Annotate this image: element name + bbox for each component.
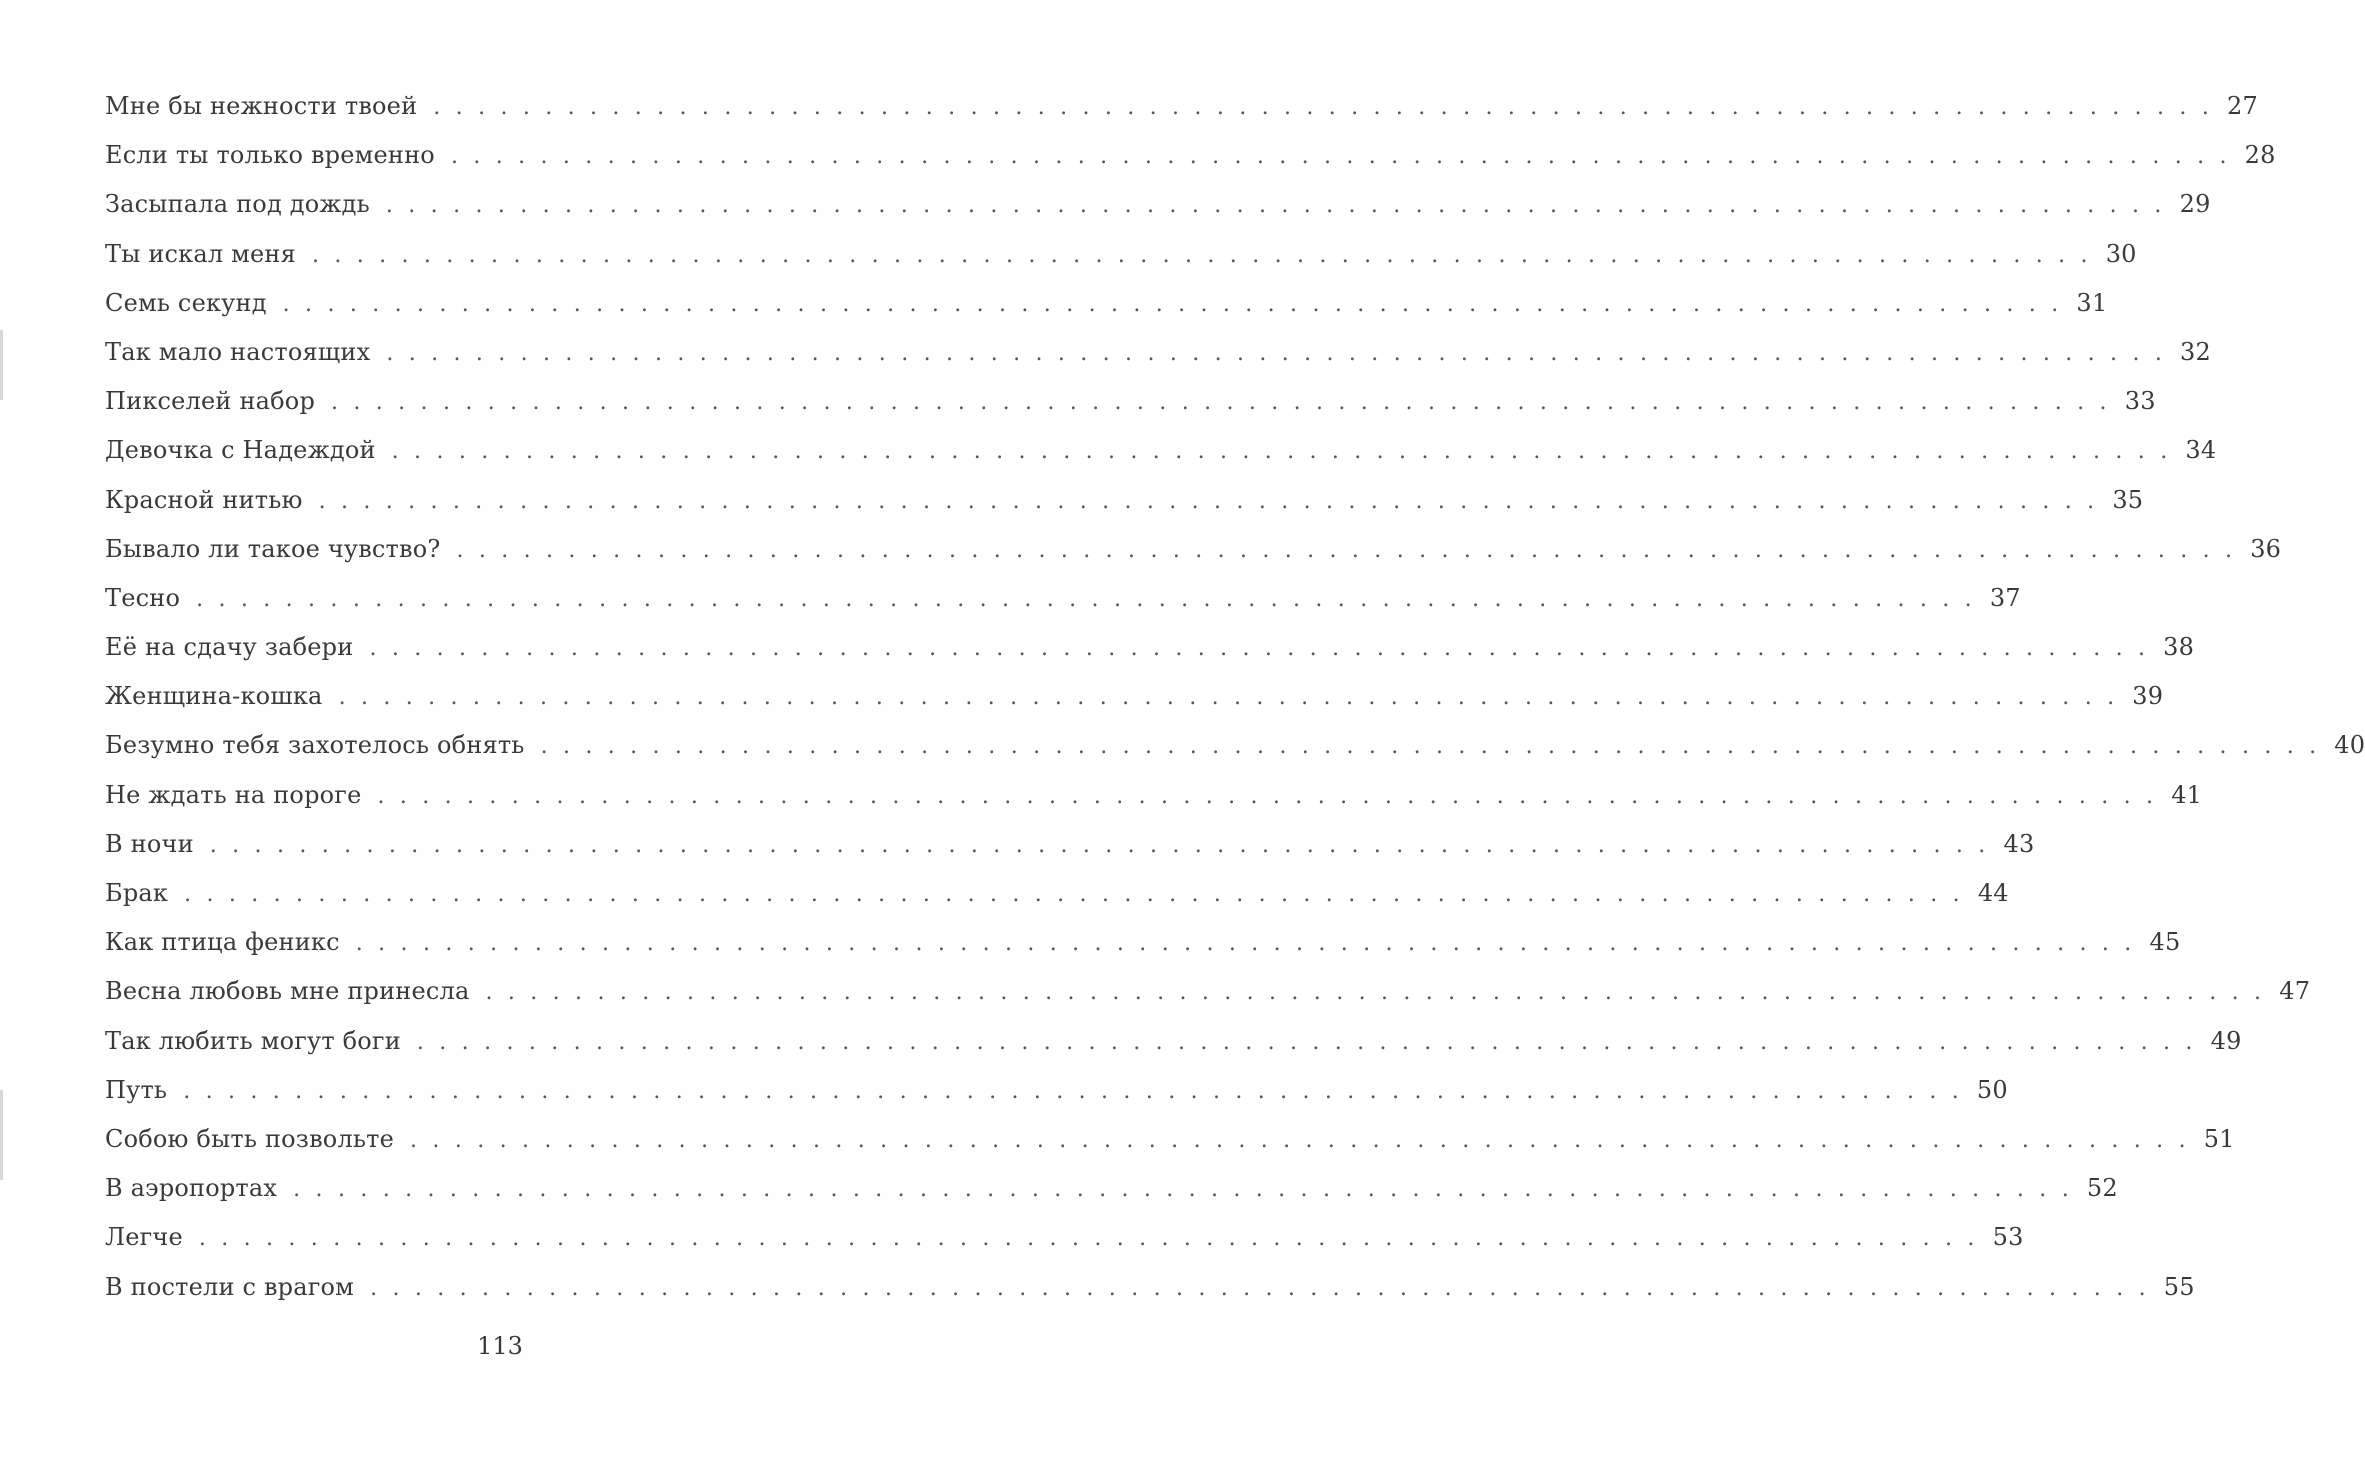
dot-leader: . . . . . . . . . . . . . . . . . . . . . . . . . . . . . . . . . . . . . . . . . . . . . . . . . . . . . . . . . . . . . . . . . . . . . . . . . . . . . . . .: [385, 193, 2166, 219]
toc-entry-page: 51: [2203, 1124, 2235, 1153]
toc-entry: [105, 574, 2021, 623]
toc-entry-title: Тесно: [105, 583, 181, 612]
toc-entry: [105, 377, 2156, 426]
toc-entry-title: Безумно тебя захотелось обнять: [105, 731, 525, 760]
toc-entry-page: 31: [2076, 288, 2108, 317]
toc-entry: [105, 918, 2181, 967]
toc-entry-title: В аэропортах: [105, 1174, 278, 1203]
dot-leader: . . . . . . . . . . . . . . . . . . . . . . . . . . . . . . . . . . . . . . . . . . . . . . . . . . . . . . . . . . . . . . . . . . . . . . . . . . . . . . . .: [183, 1078, 1963, 1104]
toc-entry: [105, 1263, 2195, 1312]
toc-entry-title: В постели с врагом: [105, 1272, 355, 1301]
toc-entry-title: Ты искал меня: [105, 239, 296, 268]
toc-entry-page: 55: [2163, 1272, 2195, 1301]
toc-entry: [105, 1164, 2118, 1213]
dot-leader: . . . . . . . . . . . . . . . . . . . . . . . . . . . . . . . . . . . . . . . . . . . . . . . . . . . . . . . . . . . . . . . . . . . . . . . . . . . . . . . .: [318, 488, 2099, 514]
toc-entry-page: 33: [2124, 387, 2156, 416]
toc-entry-title: Так любить могут боги: [105, 1026, 401, 1055]
toc-entry: [105, 230, 2137, 279]
toc-entry: [105, 525, 2282, 574]
toc-entry-title: Так мало настоящих: [105, 337, 371, 366]
toc-entry-title: Девочка с Надеждой: [105, 436, 376, 465]
toc-entry: [105, 476, 2144, 525]
dot-leader: . . . . . . . . . . . . . . . . . . . . . . . . . . . . . . . . . . . . . . . . . . . . . . . . . . . . . . . . . . . . . . . . . . . . . . . . . . . . . . . .: [338, 685, 2119, 711]
toc-entry: [105, 1017, 2242, 1066]
toc-entry: [105, 721, 2365, 770]
toc-entry: [105, 771, 2203, 820]
dot-leader: . . . . . . . . . . . . . . . . . . . . . . . . . . . . . . . . . . . . . . . . . . . . . . . . . . . . . . . . . . . . . . . . . . . . . . . . . . . . . . . .: [391, 439, 2172, 465]
dot-leader: . . . . . . . . . . . . . . . . . . . . . . . . . . . . . . . . . . . . . . . . . . . . . . . . . . . . . . . . . . . . . . . . . . . . . . . . . . . . . . . .: [369, 636, 2150, 662]
dot-leader: . . . . . . . . . . . . . . . . . . . . . . . . . . . . . . . . . . . . . . . . . . . . . . . . . . . . . . . . . . . . . . . . . . . . . . . . . . . . . . . .: [377, 783, 2158, 809]
dot-leader: . . . . . . . . . . . . . . . . . . . . . . . . . . . . . . . . . . . . . . . . . . . . . . . . . . . . . . . . . . . . . . . . . . . . . . . . . . . . . . . .: [198, 1226, 1979, 1252]
dot-leader: . . . . . . . . . . . . . . . . . . . . . . . . . . . . . . . . . . . . . . . . . . . . . . . . . . . . . . . . . . . . . . . . . . . . . . . . . . . . . . . .: [410, 1127, 2190, 1153]
toc-entry-page: 37: [1989, 583, 2021, 612]
toc-entry-title: Бывало ли такое чувство?: [105, 534, 441, 563]
dot-leader: . . . . . . . . . . . . . . . . . . . . . . . . . . . . . . . . . . . . . . . . . . . . . . . . . . . . . . . . . . . . . . . . . . . . . . . . . . . . . . . .: [331, 390, 2111, 416]
table-of-contents: [105, 82, 2365, 1312]
toc-entry-title: Засыпала под дождь: [105, 190, 370, 219]
dot-leader: . . . . . . . . . . . . . . . . . . . . . . . . . . . . . . . . . . . . . . . . . . . . . . . . . . . . . . . . . . . . . . . . . . . . . . . . . . . . . . . .: [370, 1275, 2150, 1301]
toc-entry-page: 45: [2149, 928, 2181, 957]
toc-entry-title: Красной нитью: [105, 485, 303, 514]
toc-entry-page: 41: [2171, 780, 2203, 809]
toc-entry-page: 29: [2179, 190, 2211, 219]
scan-edge-mark: [0, 1090, 3, 1180]
toc-entry: [105, 328, 2211, 377]
dot-leader: . . . . . . . . . . . . . . . . . . . . . . . . . . . . . . . . . . . . . . . . . . . . . . . . . . . . . . . . . . . . . . . . . . . . . . . . . . . . . . . .: [450, 144, 2231, 170]
dot-leader: . . . . . . . . . . . . . . . . . . . . . . . . . . . . . . . . . . . . . . . . . . . . . . . . . . . . . . . . . . . . . . . . . . . . . . . . . . . . . . . .: [209, 832, 1990, 858]
toc-entry-page: 44: [1977, 879, 2009, 907]
toc-entry-page: 47: [2279, 977, 2311, 1006]
toc-entry: [105, 623, 2195, 672]
toc-entry: [105, 131, 2276, 180]
toc-entry-title: Если ты только временно: [105, 141, 435, 170]
dot-leader: . . . . . . . . . . . . . . . . . . . . . . . . . . . . . . . . . . . . . . . . . . . . . . . . . . . . . . . . . . . . . . . . . . . . . . . . . . . . . . . .: [355, 931, 2136, 957]
toc-entry-title: Путь: [105, 1075, 168, 1104]
dot-leader: . . . . . . . . . . . . . . . . . . . . . . . . . . . . . . . . . . . . . . . . . . . . . . . . . . . . . . . . . . . . . . . . . . . . . . . . . . . . . . . .: [540, 734, 2321, 760]
toc-entry: [105, 1066, 2008, 1115]
toc-entry-title: Женщина-кошка: [105, 682, 323, 711]
toc-entry: [105, 426, 2217, 475]
toc-entry: [105, 967, 2311, 1016]
toc-entry-page: 50: [1976, 1075, 2008, 1104]
toc-entry-title: В ночи: [105, 829, 194, 858]
toc-entry-page: 38: [2163, 633, 2195, 662]
dot-leader: . . . . . . . . . . . . . . . . . . . . . . . . . . . . . . . . . . . . . . . . . . . . . . . . . . . . . . . . . . . . . . . . . . . . . . . . . . . . . . . .: [184, 882, 1964, 907]
toc-entry-page: 43: [2003, 829, 2035, 858]
scan-edge-mark: [0, 330, 3, 400]
dot-leader: . . . . . . . . . . . . . . . . . . . . . . . . . . . . . . . . . . . . . . . . . . . . . . . . . . . . . . . . . . . . . . . . . . . . . . . . . . . . . . . .: [196, 586, 1976, 612]
dot-leader: . . . . . . . . . . . . . . . . . . . . . . . . . . . . . . . . . . . . . . . . . . . . . . . . . . . . . . . . . . . . . . . . . . . . . . . . . . . . . . . .: [416, 1029, 2197, 1055]
toc-entry-title: Легче: [105, 1223, 183, 1252]
dot-leader: . . . . . . . . . . . . . . . . . . . . . . . . . . . . . . . . . . . . . . . . . . . . . . . . . . . . . . . . . . . . . . . . . . . . . . . . . . . . . . . .: [386, 340, 2167, 366]
toc-entry-title: Как птица феникс: [105, 928, 340, 957]
toc-entry-page: 30: [2105, 239, 2137, 268]
toc-entry-page: 35: [2112, 485, 2144, 514]
toc-entry: [105, 820, 2035, 869]
toc-entry-title: Брак: [105, 879, 169, 907]
toc-entry-page: 39: [2132, 682, 2164, 711]
toc-entry-page: 32: [2180, 337, 2211, 366]
toc-entry-title: Весна любовь мне принесла: [105, 977, 470, 1006]
dot-leader: . . . . . . . . . . . . . . . . . . . . . . . . . . . . . . . . . . . . . . . . . . . . . . . . . . . . . . . . . . . . . . . . . . . . . . . . . . . . . . . .: [293, 1177, 2073, 1203]
toc-entry-page: 52: [2086, 1174, 2118, 1203]
toc-entry-title: Её на сдачу забери: [105, 633, 354, 662]
page-number: 113: [477, 1332, 523, 1360]
dot-leader: . . . . . . . . . . . . . . . . . . . . . . . . . . . . . . . . . . . . . . . . . . . . . . . . . . . . . . . . . . . . . . . . . . . . . . . . . . . . . . . .: [311, 242, 2092, 268]
toc-entry-title: Мне бы нежности твоей: [105, 92, 418, 120]
toc-entry: [105, 1115, 2235, 1164]
toc-entry-page: 28: [2244, 141, 2276, 170]
toc-entry-page: 53: [1992, 1223, 2024, 1252]
toc-entry: [105, 1213, 2024, 1262]
toc-entry-title: Пикселей набор: [105, 387, 316, 416]
toc-entry: [105, 180, 2211, 229]
toc-entry-page: 27: [2227, 92, 2258, 120]
toc-entry-page: 36: [2250, 534, 2282, 563]
toc-entry: [105, 279, 2108, 328]
dot-leader: . . . . . . . . . . . . . . . . . . . . . . . . . . . . . . . . . . . . . . . . . . . . . . . . . . . . . . . . . . . . . . . . . . . . . . . . . . . . . . . .: [456, 537, 2237, 563]
toc-entry-title: Семь секунд: [105, 288, 267, 317]
toc-entry: [105, 869, 2009, 918]
dot-leader: . . . . . . . . . . . . . . . . . . . . . . . . . . . . . . . . . . . . . . . . . . . . . . . . . . . . . . . . . . . . . . . . . . . . . . . . . . . . . . . .: [485, 980, 2266, 1006]
toc-entry: [105, 82, 2258, 131]
dot-leader: . . . . . . . . . . . . . . . . . . . . . . . . . . . . . . . . . . . . . . . . . . . . . . . . . . . . . . . . . . . . . . . . . . . . . . . . . . . . . . . .: [433, 95, 2214, 120]
toc-entry-title: Собою быть позвольте: [105, 1124, 395, 1153]
toc-entry: [105, 672, 2164, 721]
toc-entry-page: 40: [2334, 731, 2365, 760]
toc-entry-title: Не ждать на пороге: [105, 780, 362, 809]
toc-entry-page: 34: [2185, 436, 2217, 465]
dot-leader: . . . . . . . . . . . . . . . . . . . . . . . . . . . . . . . . . . . . . . . . . . . . . . . . . . . . . . . . . . . . . . . . . . . . . . . . . . . . . . . .: [282, 291, 2063, 317]
toc-entry-page: 49: [2210, 1026, 2242, 1055]
